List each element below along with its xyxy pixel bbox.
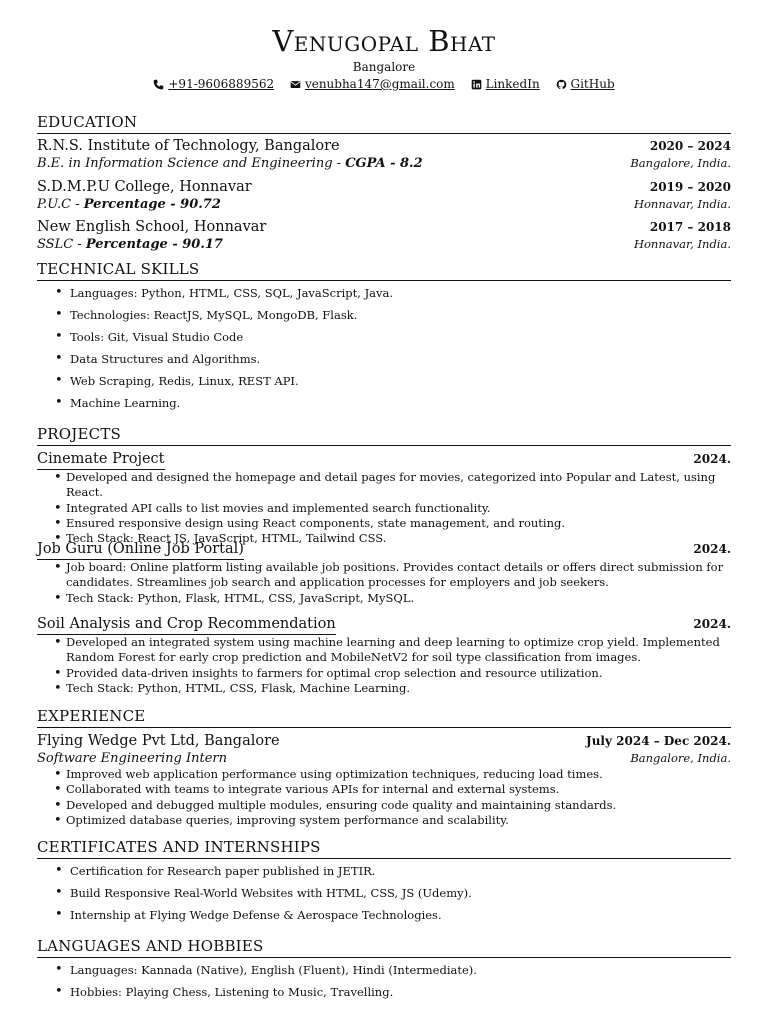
linkedin-icon [471, 79, 482, 90]
institution-name: S.D.M.P.U College, Honnavar [37, 179, 252, 195]
section-title: LANGUAGES AND HOBBIES [37, 937, 264, 955]
degree: P.U.C - [37, 197, 84, 212]
list-item: • Ensured responsive design using React components, state management, and routing. [37, 516, 731, 531]
project-bullets [37, 635, 731, 696]
list-item: • Developed and debugged multiple modules, ensuring code quality and maintaining standards. [37, 798, 731, 813]
section-title: TECHNICAL SKILLS [37, 260, 200, 278]
section-title: EDUCATION [37, 113, 138, 131]
list-item: • Technologies: ReactJS, MySQL, MongoDB, Flask. [55, 304, 393, 326]
list-item: • Certification for Research paper published in JETIR. [55, 860, 472, 882]
candidate-location: Bangalore [352, 60, 416, 74]
project-title: Job Guru (Online Job Portal) [37, 540, 244, 560]
phone-link[interactable]: +91-9606889562 [168, 77, 275, 91]
education-place: Honnavar, India. [633, 197, 731, 211]
phone-contact [153, 76, 274, 92]
education-entry [37, 137, 731, 172]
project-date: 2024. [693, 452, 731, 466]
education-date: 2017 – 2018 [649, 220, 731, 234]
linkedin-link[interactable]: LinkedIn [485, 77, 540, 91]
section-rule [37, 445, 731, 446]
skills-list [55, 282, 393, 414]
list-item: • Collaborated with teams to integrate various APIs for internal and external systems. [37, 782, 731, 797]
list-item: • Tech Stack: Python, Flask, HTML, CSS, JavaScript, MySQL. [37, 591, 731, 606]
project-entry [37, 450, 731, 546]
education-section-header [37, 113, 731, 134]
score: Percentage - 90.17 [85, 237, 223, 252]
certificates-list [55, 860, 472, 926]
project-bullets [37, 470, 731, 546]
github-icon [556, 79, 567, 90]
experience-bullets [37, 767, 731, 828]
score: Percentage - 90.72 [83, 197, 221, 212]
education-date: 2019 – 2020 [649, 180, 731, 194]
list-item: • Developed and designed the homepage and detail pages for movies, categorized into Popular and Latest, using React. [37, 470, 731, 501]
education-entry [37, 178, 731, 213]
section-rule [37, 280, 731, 281]
experience-section-header [37, 707, 731, 728]
phone-icon [153, 79, 164, 90]
email-contact [290, 76, 455, 92]
project-title: Soil Analysis and Crop Recommendation [37, 615, 336, 635]
languages-list [55, 959, 477, 1003]
section-title: CERTIFICATES AND INTERNSHIPS [37, 838, 321, 856]
github-contact [556, 76, 615, 92]
contact-bar [0, 76, 768, 94]
job-role: Software Engineering Intern [37, 751, 227, 766]
list-item: • Machine Learning. [55, 392, 393, 414]
experience-entry [37, 732, 731, 828]
project-entry [37, 540, 731, 606]
project-date: 2024. [693, 542, 731, 556]
section-title: EXPERIENCE [37, 707, 146, 725]
section-rule [37, 957, 731, 958]
education-entry [37, 218, 731, 253]
education-date: 2020 – 2024 [649, 139, 731, 153]
projects-section-header [37, 425, 731, 446]
project-date: 2024. [693, 617, 731, 631]
experience-date: July 2024 – Dec 2024. [586, 734, 731, 748]
degree: SSLC - [37, 237, 86, 252]
project-bullets [37, 560, 731, 606]
institution-name: R.N.S. Institute of Technology, Bangalore [37, 138, 340, 154]
list-item: • Integrated API calls to list movies and implemented search functionality. [37, 501, 731, 516]
linkedin-contact [471, 76, 540, 92]
list-item: • Languages: Kannada (Native), English (Fluent), Hindi (Intermediate). [55, 959, 477, 981]
list-item: • Web Scraping, Redis, Linux, REST API. [55, 370, 393, 392]
company-name: Flying Wedge Pvt Ltd, Bangalore [37, 733, 280, 749]
languages-section-header [37, 937, 731, 958]
github-link[interactable]: GitHub [570, 77, 615, 91]
experience-place: Bangalore, India. [630, 751, 731, 765]
list-item: • Tools: Git, Visual Studio Code [55, 326, 393, 348]
list-item: • Optimized database queries, improving system performance and scalability. [37, 813, 731, 828]
list-item: • Developed an integrated system using machine learning and deep learning to optimize crop yield. Implemented Random Forest for early crop prediction and MobileNetV2 for soil type classification from images. [37, 635, 731, 666]
section-rule [37, 133, 731, 134]
resume-header [0, 24, 768, 94]
institution-name: New English School, Honnavar [37, 219, 267, 235]
section-rule [37, 727, 731, 728]
list-item: • Tech Stack: Python, HTML, CSS, Flask, Machine Learning. [37, 681, 731, 696]
envelope-icon [290, 79, 301, 90]
section-rule [37, 858, 731, 859]
email-link[interactable]: venubha147@gmail.com [304, 77, 455, 91]
list-item: • Provided data-driven insights to farmers for optimal crop selection and resource utilization. [37, 666, 731, 681]
score: CGPA - 8.2 [345, 156, 423, 171]
degree: B.E. in Information Science and Engineering - [37, 156, 346, 171]
list-item: • Job board: Online platform listing available job positions. Provides contact details or offers direct submission for candidates. Streamlines job search and application processes for employers and job seekers. [37, 560, 731, 591]
list-item: • Improved web application performance using optimization techniques, reducing load times. [37, 767, 731, 782]
skills-section-header [37, 260, 731, 281]
certificates-section-header [37, 838, 731, 859]
list-item: • Languages: Python, HTML, CSS, SQL, JavaScript, Java. [55, 282, 393, 304]
list-item: • Build Responsive Real-World Websites with HTML, CSS, JS (Udemy). [55, 882, 472, 904]
education-place: Bangalore, India. [630, 156, 731, 170]
project-entry [37, 615, 731, 696]
section-title: PROJECTS [37, 425, 122, 443]
list-item: • Data Structures and Algorithms. [55, 348, 393, 370]
list-item: • Tech Stack: React JS, JavaScript, HTML, Tailwind CSS. [37, 531, 731, 546]
project-title: Cinemate Project [37, 450, 165, 470]
education-place: Honnavar, India. [633, 237, 731, 251]
list-item: • Hobbies: Playing Chess, Listening to Music, Travelling. [55, 981, 477, 1003]
candidate-name: Venugopal Bhat [272, 24, 496, 58]
list-item: • Internship at Flying Wedge Defense & Aerospace Technologies. [55, 904, 472, 926]
